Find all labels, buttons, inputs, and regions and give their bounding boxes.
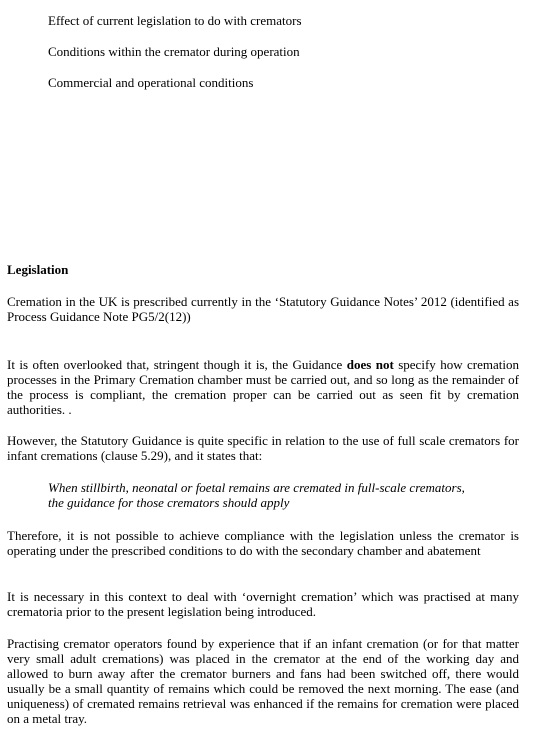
- paragraph-text: specify how cremation processes in the Primary Cremation chamber must be carried out, and so long as the remainder of the process is compliant, the cremation proper can be carried out as seen fit by cremation authorities. .: [7, 357, 519, 417]
- list-item-legislation-effect: Effect of current legislation to do with cremators: [48, 13, 302, 28]
- emphasis-does-not: does not: [346, 357, 394, 372]
- paragraph-text: It is often overlooked that, stringent though it is, the Guidance: [7, 357, 347, 372]
- section-heading-legislation: Legislation: [7, 262, 69, 277]
- paragraph-cremation-uk: Cremation in the UK is prescribed currently in the ‘Statutory Guidance Notes’ 2012 (identified as Process Guidance Note PG5/2(12)): [7, 294, 519, 324]
- paragraph-overnight-cremation: It is necessary in this context to deal with ‘overnight cremation’ which was practised at many crematoria prior to the present legislation being introduced.: [7, 589, 519, 619]
- paragraph-operator-experience: Practising cremator operators found by experience that if an infant cremation (or for that matter very small adult cremations) was placed in the cremator at the end of the working day and allowed to burn away after the cremator burners and fans had been switched off, there would usually be a small quantity of remains which could be removed the next morning. The ease (and uniqueness) of cremated remains retrieval was enhanced if the remains for cremation were placed on a metal tray.: [7, 636, 519, 726]
- quoted-clause: When stillbirth, neonatal or foetal remains are cremated in full-scale cremators, the guidance for those cremators should apply: [48, 480, 465, 510]
- list-item-commercial-conditions: Commercial and operational conditions: [48, 75, 254, 90]
- list-item-cremator-conditions: Conditions within the cremator during operation: [48, 44, 300, 59]
- paragraph-statutory-guidance: However, the Statutory Guidance is quite specific in relation to the use of full scale cremators for infant cremations (clause 5.29), and it states that:: [7, 433, 519, 463]
- paragraph-compliance: Therefore, it is not possible to achieve compliance with the legislation unless the cremator is operating under the prescribed conditions to do with the secondary chamber and abatement: [7, 528, 519, 558]
- paragraph-guidance-overlooked: [7, 357, 519, 417]
